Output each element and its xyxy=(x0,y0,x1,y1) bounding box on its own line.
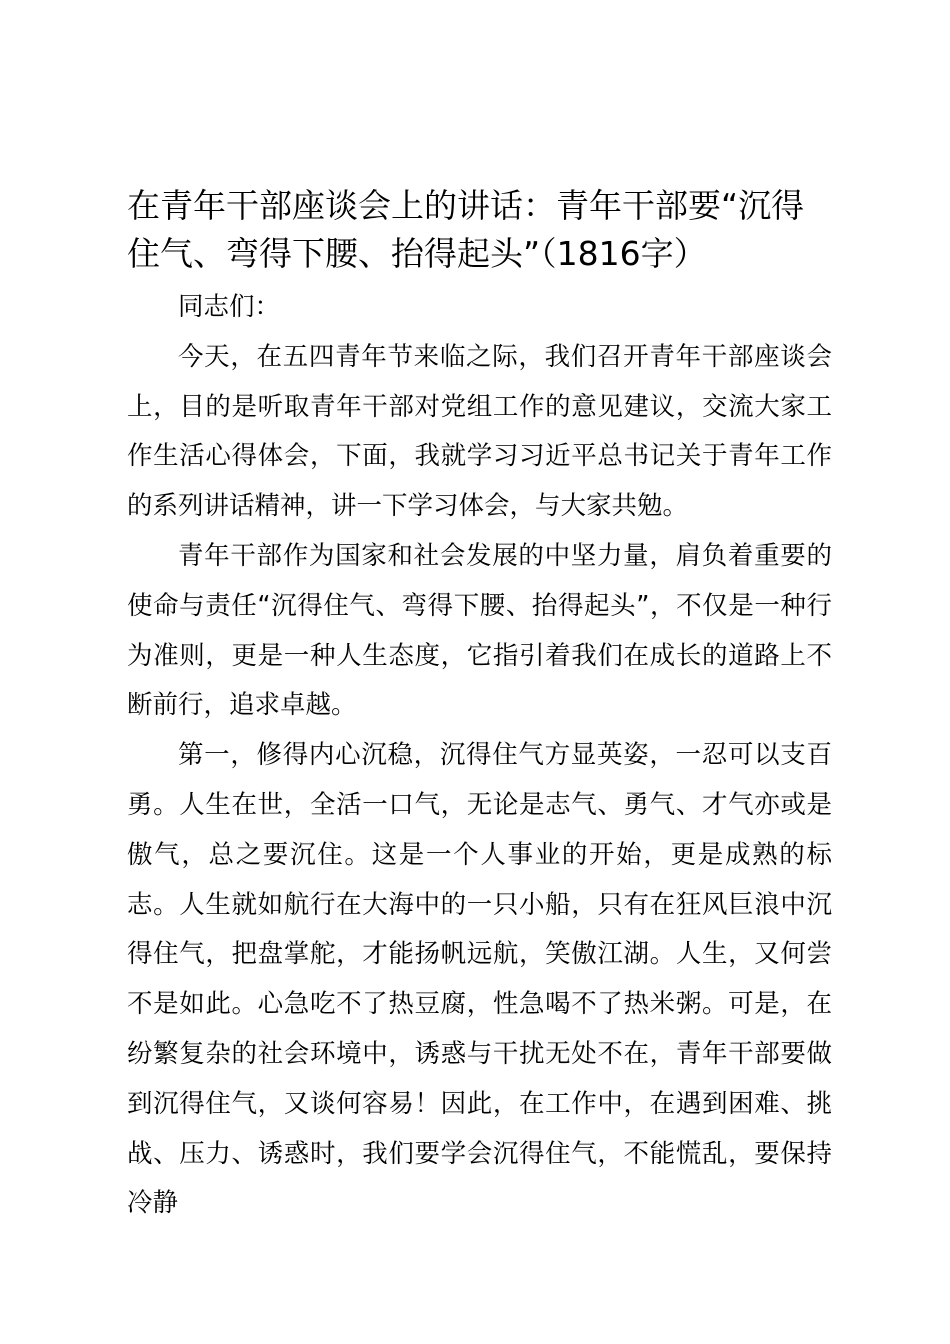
body-paragraph-1: 今天，在五四青年节来临之际，我们召开青年干部座谈会上，目的是听取青年干部对党组工作的意见建议，交流大家工作生活心得体会，下面，我就学习习近平总书记关于青年工作的系列讲话精神，讲一下学习体会，与大家共勉。 xyxy=(127,341,832,522)
salutation-paragraph: 同志们： xyxy=(178,292,281,322)
document-body xyxy=(127,283,832,1229)
body-paragraph-2: 青年干部作为国家和社会发展的中坚力量，肩负着重要的使命与责任“沉得住气、弯得下腰、抬得起头”，不仅是一种行为准则，更是一种人生态度，它指引着我们在成长的道路上不断前行，追求卓越。 xyxy=(127,540,832,721)
document-title: 在青年干部座谈会上的讲话：青年干部要“沉得住气、弯得下腰、抬得起头”（1816字） xyxy=(127,186,805,273)
body-paragraph-3: 第一，修得内心沉稳，沉得住气方显英姿，一忍可以支百勇。人生在世，全活一口气，无论是志气、勇气、才气亦或是傲气，总之要沉住。这是一个人事业的开始，更是成熟的标志。人生就如航行在大海中的一只小船，只有在狂风巨浪中沉得住气，把盘掌舵，才能扬帆远航，笑傲江湖。人生，又何尝不是如此。心急吃不了热豆腐，性急喝不了热米粥。可是，在纷繁复杂的社会环境中，诱惑与干扰无处不在，青年干部要做到沉得住气，又谈何容易！因此，在工作中，在遇到困难、挑战、压力、诱惑时，我们要学会沉得住气，不能慌乱，要保持冷静 xyxy=(127,740,832,1219)
